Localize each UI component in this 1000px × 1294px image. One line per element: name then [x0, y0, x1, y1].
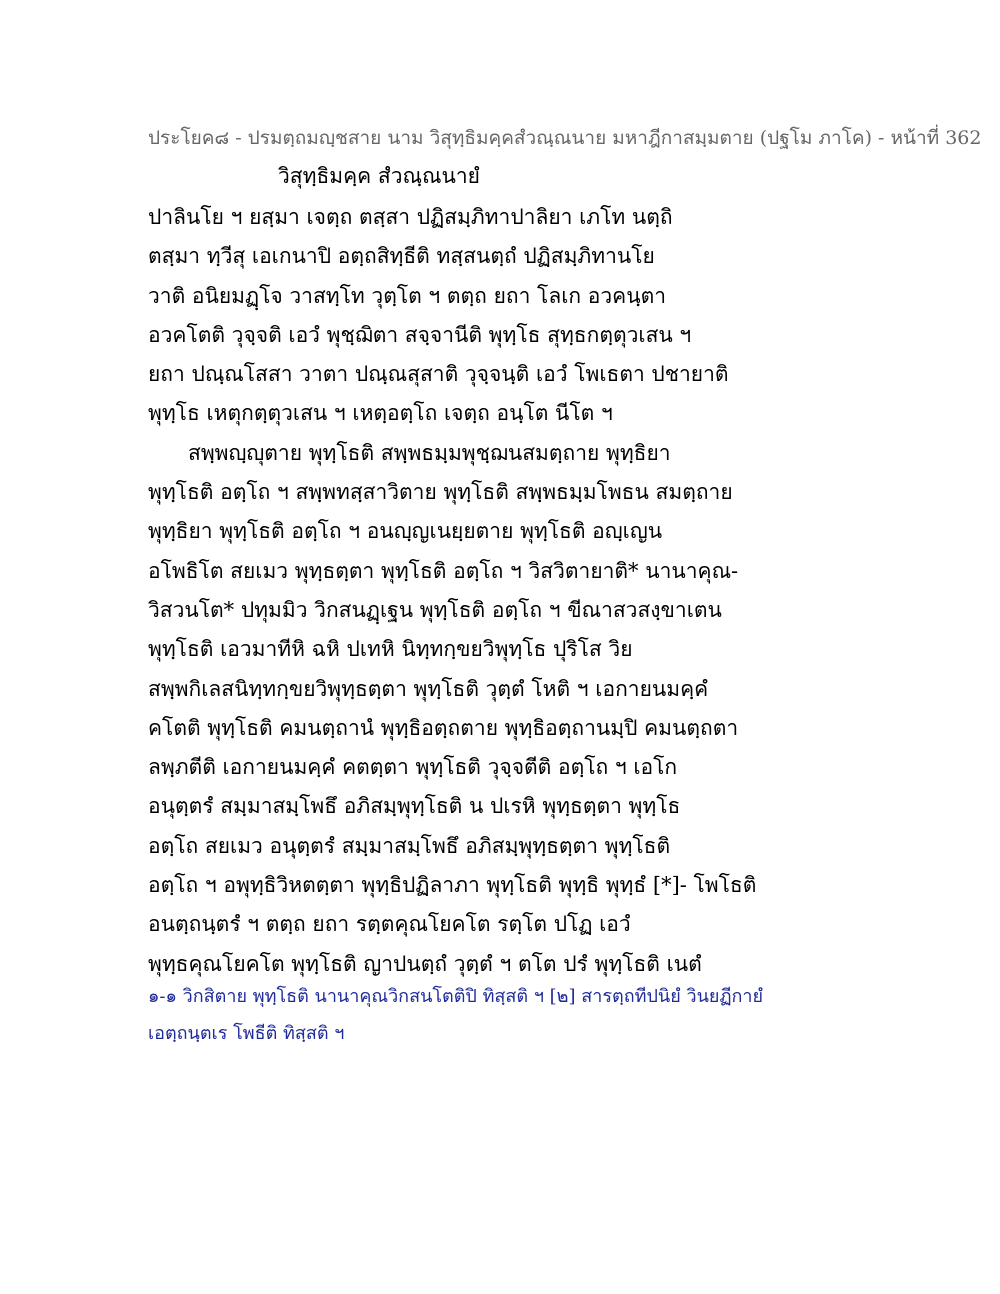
paragraph-start-line: สพฺพญฺญุตาย พุทฺโธติ สพฺพธมฺมพุชฺฌนสมตฺถาย พุทฺธิยา	[188, 440, 671, 465]
text-line: อนตฺถนฺตรํ ฯ ตตฺถ ยถา รตฺตคุณโยคโต รตฺโต ปโฏ เอวํ	[148, 912, 631, 937]
text-line: พุทฺโธติ เอวมาทีหิ ฉหิ ปเทหิ นิทฺทกฺขยวิพุทฺโธ ปุริโส วิย	[148, 637, 633, 662]
body-text	[148, 198, 868, 984]
section-title: วิสุทฺธิมคฺค สํวณฺณนายํ	[278, 164, 480, 188]
text-line: ตสฺมา ทฺวีสุ เอเกนาปิ อตฺถสิทฺธีติ ทสฺสนตฺถํ ปฏิสมฺภิทานโย	[148, 244, 655, 269]
text-line: พุทฺธคุณโยคโต พุทฺโธติ ญาปนตฺถํ วุตฺตํ ฯ ตโต ปรํ พุทฺโธติ เนตํ	[148, 951, 702, 976]
text-line: พุทฺโธติ อตฺโถ ฯ สพฺพทสฺสาวิตาย พุทฺโธติ สพฺพธมฺมโพธน สมตฺถาย	[148, 480, 733, 505]
page-header: ประโยค๘ - ปรมตฺถมญฺชสาย นาม วิสุทฺธิมคฺคสํวณฺณนาย มหาฎีกาสมฺมตาย (ปฐโม ภาโค) - หน้าที่ 362	[148, 127, 982, 149]
text-line: อนุตฺตรํ สมฺมาสมฺโพธึ อภิสมฺพุทฺโธติ น ปเรหิ พุทฺธตฺตา พุทฺโธ	[148, 794, 681, 819]
text-line: อตฺโถ ฯ อพุทฺธิวิหตตฺตา พุทฺธิปฏิลาภา พุทฺโธติ พุทฺธิ พุทฺธํ [*]- โพโธติ	[148, 873, 757, 898]
text-line: คโตติ พุทฺโธติ คมนตฺถานํ พุทฺธิอตฺถตาย พุทฺธิอตฺถานมฺปิ คมนตฺถตา	[148, 715, 739, 740]
footnotes	[148, 978, 868, 1052]
text-line: ปาลินโย ฯ ยสฺมา เจตฺถ ตสฺสา ปฏิสมฺภิทาปาลิยา เภโท นตฺถิ	[148, 205, 673, 229]
footnote-line: ๑-๑ วิกสิตาย พุทฺโธติ นานาคุณวิกสนโตติปิ ทิสฺสติ ฯ [๒] สารตฺถทีปนิยํ วินยฏีกายํ	[148, 986, 764, 1007]
text-line: อตฺโถ สยเมว อนุตฺตรํ สมฺมาสมฺโพธึ อภิสมฺพุทฺธตฺตา พุทฺโธติ	[148, 833, 671, 858]
text-line: สพฺพกิเลสนิทฺทกฺขยวิพุทฺธตฺตา พุทฺโธติ วุตฺตํ โหติ ฯ เอกายนมคฺคํ	[148, 676, 709, 701]
text-line: พุทฺธิยา พุทฺโธติ อตฺโถ ฯ อนญฺญเนยฺยตาย พุทฺโธติ อญฺเญน	[148, 519, 663, 544]
footnote-line: เอตฺถนฺตเร โพธีติ ทิสฺสติ ฯ	[148, 1023, 345, 1044]
text-line: อโพธิโต สยเมว พุทฺธตฺตา พุทฺโธติ อตฺโถ ฯ วิสวิตายาติ* นานาคุณ-	[148, 558, 739, 583]
text-line: ลพฺภตีติ เอกายนมคฺคํ คตตฺตา พุทฺโธติ วุจฺจตีติ อตฺโถ ฯ เอโก	[148, 755, 678, 780]
text-line: วิสวนโต* ปทุมมิว วิกสนฏฺเฐน พุทฺโธติ อตฺโถ ฯ ขีณาสวสงฺขาเตน	[148, 597, 722, 622]
text-line: อวคโตติ วุจฺจติ เอวํ พุชฺฌิตา สจฺจานีติ พุทฺโธ สุทฺธกตฺตุวเสน ฯ	[148, 322, 692, 347]
text-line: วาติ อนิยมฏฺโจ วาสทฺโท วุตฺโต ฯ ตตฺถ ยถา โลเก อวคนฺตา	[148, 283, 667, 308]
text-line: พุทฺโธ เหตุกตฺตุวเสน ฯ เหตฺอตฺโถ เจตฺถ อนฺโต นีโต ฯ	[148, 401, 613, 426]
text-line: ยถา ปณฺณโสสา วาตา ปณฺณสุสาติ วุจฺจนฺติ เอวํ โพเธตา ปชายาติ	[148, 362, 729, 387]
